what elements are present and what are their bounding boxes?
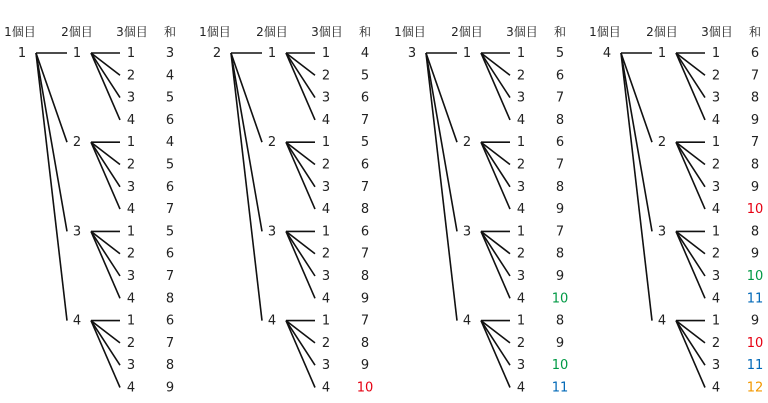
sum-value: 5 <box>165 90 175 106</box>
branch-line <box>621 53 652 321</box>
third-die-value: 4 <box>321 380 331 396</box>
third-die-value: 2 <box>516 246 526 262</box>
branch-line <box>676 142 705 187</box>
branch-line <box>91 321 120 366</box>
sum-value: 8 <box>555 112 565 128</box>
sum-value: 9 <box>750 246 760 262</box>
column-header: 2個目 <box>451 25 483 39</box>
third-die-value: 3 <box>321 358 331 374</box>
third-die-value: 4 <box>126 202 136 218</box>
first-die-value: 4 <box>602 46 612 61</box>
branch-line <box>231 53 262 321</box>
second-die-value: 4 <box>462 313 472 329</box>
third-die-value: 1 <box>321 313 331 329</box>
third-die-value: 4 <box>516 380 526 396</box>
sum-value: 5 <box>165 224 175 240</box>
second-die-value: 3 <box>72 224 82 240</box>
branch-line <box>286 231 315 276</box>
column-header: 和 <box>163 25 177 39</box>
third-die-value: 3 <box>126 179 136 195</box>
second-die-value: 2 <box>267 135 277 151</box>
branch-line <box>481 142 510 187</box>
third-die-value: 1 <box>711 135 721 151</box>
third-die-value: 2 <box>126 246 136 262</box>
sum-value: 5 <box>360 68 370 84</box>
third-die-value: 2 <box>711 335 721 351</box>
third-die-value: 4 <box>126 112 136 128</box>
sum-value: 7 <box>360 313 370 329</box>
branch-line <box>286 231 315 298</box>
sum-value: 8 <box>165 358 175 374</box>
branch-line <box>91 142 120 209</box>
branch-line <box>676 142 705 209</box>
column-header: 1個目 <box>199 25 231 39</box>
third-die-value: 1 <box>711 224 721 240</box>
third-die-value: 2 <box>126 157 136 173</box>
third-die-value: 3 <box>711 179 721 195</box>
sum-value: 10 <box>746 202 764 218</box>
third-die-value: 3 <box>516 90 526 106</box>
third-die-value: 4 <box>711 202 721 218</box>
column-header: 1個目 <box>589 25 621 39</box>
third-die-value: 3 <box>516 269 526 284</box>
third-die-value: 2 <box>321 68 331 84</box>
sum-value: 9 <box>750 313 760 329</box>
sum-value: 8 <box>165 291 175 307</box>
branch-line <box>286 142 315 209</box>
sum-value: 12 <box>746 380 764 396</box>
third-die-value: 3 <box>711 358 721 374</box>
sum-value: 6 <box>360 90 370 106</box>
sum-value: 7 <box>360 112 370 128</box>
sum-value: 6 <box>165 246 175 262</box>
third-die-value: 1 <box>126 135 136 151</box>
third-die-value: 4 <box>711 291 721 307</box>
sum-value: 5 <box>555 46 565 61</box>
third-die-value: 4 <box>321 291 331 307</box>
third-die-value: 3 <box>711 269 721 284</box>
sum-value: 6 <box>165 112 175 128</box>
second-die-value: 4 <box>72 313 82 329</box>
third-die-value: 2 <box>711 157 721 173</box>
sum-value: 7 <box>360 179 370 195</box>
branch-line <box>91 231 120 276</box>
sum-value: 10 <box>551 291 569 307</box>
branch-line <box>286 321 315 366</box>
branch-line <box>286 53 315 120</box>
column-header: 2個目 <box>256 25 288 39</box>
branch-line <box>91 53 120 120</box>
branch-line <box>286 142 315 187</box>
sum-value: 6 <box>360 157 370 173</box>
second-die-value: 4 <box>267 313 277 329</box>
third-die-value: 3 <box>516 179 526 195</box>
branch-line <box>481 142 510 209</box>
third-die-value: 4 <box>321 112 331 128</box>
branch-line <box>481 231 510 276</box>
branch-line <box>621 53 652 231</box>
sum-value: 9 <box>360 291 370 307</box>
third-die-value: 3 <box>711 90 721 106</box>
branch-line <box>426 53 457 231</box>
third-die-value: 4 <box>516 202 526 218</box>
branch-line <box>481 53 510 120</box>
column-header: 3個目 <box>311 25 343 39</box>
sum-value: 8 <box>750 224 760 240</box>
sum-value: 7 <box>360 246 370 262</box>
sum-value: 4 <box>165 68 175 84</box>
third-die-value: 1 <box>126 224 136 240</box>
second-die-value: 3 <box>462 224 472 240</box>
branch-line <box>481 321 510 388</box>
second-die-value: 1 <box>72 46 82 61</box>
branch-line <box>36 53 67 231</box>
third-die-value: 2 <box>516 335 526 351</box>
sum-value: 8 <box>360 202 370 218</box>
branch-line <box>676 53 705 98</box>
third-die-value: 4 <box>126 291 136 307</box>
sum-value: 9 <box>555 335 565 351</box>
sum-value: 6 <box>165 313 175 329</box>
branch-line <box>91 53 120 98</box>
column-header: 3個目 <box>116 25 148 39</box>
sum-value: 9 <box>750 112 760 128</box>
sum-value: 6 <box>165 179 175 195</box>
third-die-value: 1 <box>321 224 331 240</box>
branch-line <box>676 231 705 276</box>
sum-value: 7 <box>555 224 565 240</box>
third-die-value: 2 <box>126 335 136 351</box>
branch-line <box>481 321 510 366</box>
third-die-value: 1 <box>321 135 331 151</box>
third-die-value: 3 <box>516 358 526 374</box>
third-die-value: 1 <box>711 313 721 329</box>
third-die-value: 2 <box>321 335 331 351</box>
first-die-value: 3 <box>407 46 417 61</box>
sum-value: 10 <box>551 358 569 374</box>
sum-value: 9 <box>555 269 565 284</box>
third-die-value: 2 <box>321 246 331 262</box>
sum-value: 10 <box>746 269 764 284</box>
third-die-value: 3 <box>321 269 331 284</box>
sum-value: 5 <box>165 157 175 173</box>
sum-value: 11 <box>551 380 569 396</box>
branch-line <box>676 231 705 298</box>
second-die-value: 1 <box>462 46 472 61</box>
third-die-value: 2 <box>321 157 331 173</box>
sum-value: 11 <box>746 291 764 307</box>
third-die-value: 3 <box>321 90 331 106</box>
third-die-value: 1 <box>321 46 331 61</box>
sum-value: 8 <box>555 246 565 262</box>
column-header: 2個目 <box>646 25 678 39</box>
third-die-value: 1 <box>711 46 721 61</box>
sum-value: 8 <box>555 179 565 195</box>
second-die-value: 1 <box>267 46 277 61</box>
third-die-value: 1 <box>516 135 526 151</box>
third-die-value: 2 <box>516 68 526 84</box>
second-die-value: 2 <box>462 135 472 151</box>
first-die-value: 1 <box>17 46 27 61</box>
third-die-value: 3 <box>126 269 136 284</box>
column-header: 和 <box>553 25 567 39</box>
sum-value: 7 <box>750 135 760 151</box>
sum-value: 9 <box>360 358 370 374</box>
second-die-value: 3 <box>657 224 667 240</box>
branch-line <box>481 231 510 298</box>
column-header: 2個目 <box>61 25 93 39</box>
sum-value: 9 <box>555 202 565 218</box>
sum-value: 6 <box>360 224 370 240</box>
sum-value: 8 <box>750 157 760 173</box>
third-die-value: 3 <box>126 358 136 374</box>
sum-value: 8 <box>360 269 370 284</box>
third-die-value: 2 <box>126 68 136 84</box>
sum-value: 7 <box>750 68 760 84</box>
third-die-value: 2 <box>711 246 721 262</box>
branch-line <box>481 53 510 98</box>
sum-value: 4 <box>360 46 370 61</box>
second-die-value: 1 <box>657 46 667 61</box>
sum-value: 6 <box>555 135 565 151</box>
sum-value: 7 <box>165 269 175 284</box>
third-die-value: 3 <box>126 90 136 106</box>
sum-value: 7 <box>165 335 175 351</box>
third-die-value: 4 <box>711 380 721 396</box>
sum-value: 9 <box>750 179 760 195</box>
column-header: 和 <box>358 25 372 39</box>
third-die-value: 2 <box>516 157 526 173</box>
branch-line <box>91 231 120 298</box>
third-die-value: 3 <box>321 179 331 195</box>
sum-value: 5 <box>360 135 370 151</box>
branch-line <box>676 321 705 388</box>
third-die-value: 2 <box>711 68 721 84</box>
branch-line <box>286 53 315 98</box>
third-die-value: 1 <box>516 46 526 61</box>
third-die-value: 4 <box>516 112 526 128</box>
second-die-value: 2 <box>72 135 82 151</box>
sum-value: 7 <box>555 90 565 106</box>
branch-line <box>676 321 705 366</box>
sum-value: 6 <box>750 46 760 61</box>
branch-line <box>426 53 457 321</box>
sum-value: 7 <box>555 157 565 173</box>
first-die-value: 2 <box>212 46 222 61</box>
third-die-value: 4 <box>126 380 136 396</box>
third-die-value: 1 <box>126 313 136 329</box>
sum-value: 8 <box>555 313 565 329</box>
sum-value: 3 <box>165 46 175 61</box>
sum-value: 10 <box>746 335 764 351</box>
sum-value: 10 <box>356 380 374 396</box>
third-die-value: 4 <box>516 291 526 307</box>
second-die-value: 3 <box>267 224 277 240</box>
sum-value: 7 <box>165 202 175 218</box>
second-die-value: 2 <box>657 135 667 151</box>
sum-value: 8 <box>360 335 370 351</box>
branch-line <box>91 321 120 388</box>
third-die-value: 1 <box>516 224 526 240</box>
column-header: 1個目 <box>394 25 426 39</box>
third-die-value: 1 <box>126 46 136 61</box>
branch-line <box>36 53 67 321</box>
branch-line <box>286 321 315 388</box>
branch-line <box>231 53 262 231</box>
column-header: 3個目 <box>701 25 733 39</box>
branch-line <box>676 53 705 120</box>
column-header: 3個目 <box>506 25 538 39</box>
sum-value: 9 <box>165 380 175 396</box>
second-die-value: 4 <box>657 313 667 329</box>
column-header: 1個目 <box>4 25 36 39</box>
branch-line <box>91 142 120 187</box>
column-header: 和 <box>748 25 762 39</box>
sum-value: 11 <box>746 358 764 374</box>
sum-value: 6 <box>555 68 565 84</box>
sum-value: 4 <box>165 135 175 151</box>
third-die-value: 1 <box>516 313 526 329</box>
third-die-value: 4 <box>711 112 721 128</box>
third-die-value: 4 <box>321 202 331 218</box>
sum-value: 8 <box>750 90 760 106</box>
